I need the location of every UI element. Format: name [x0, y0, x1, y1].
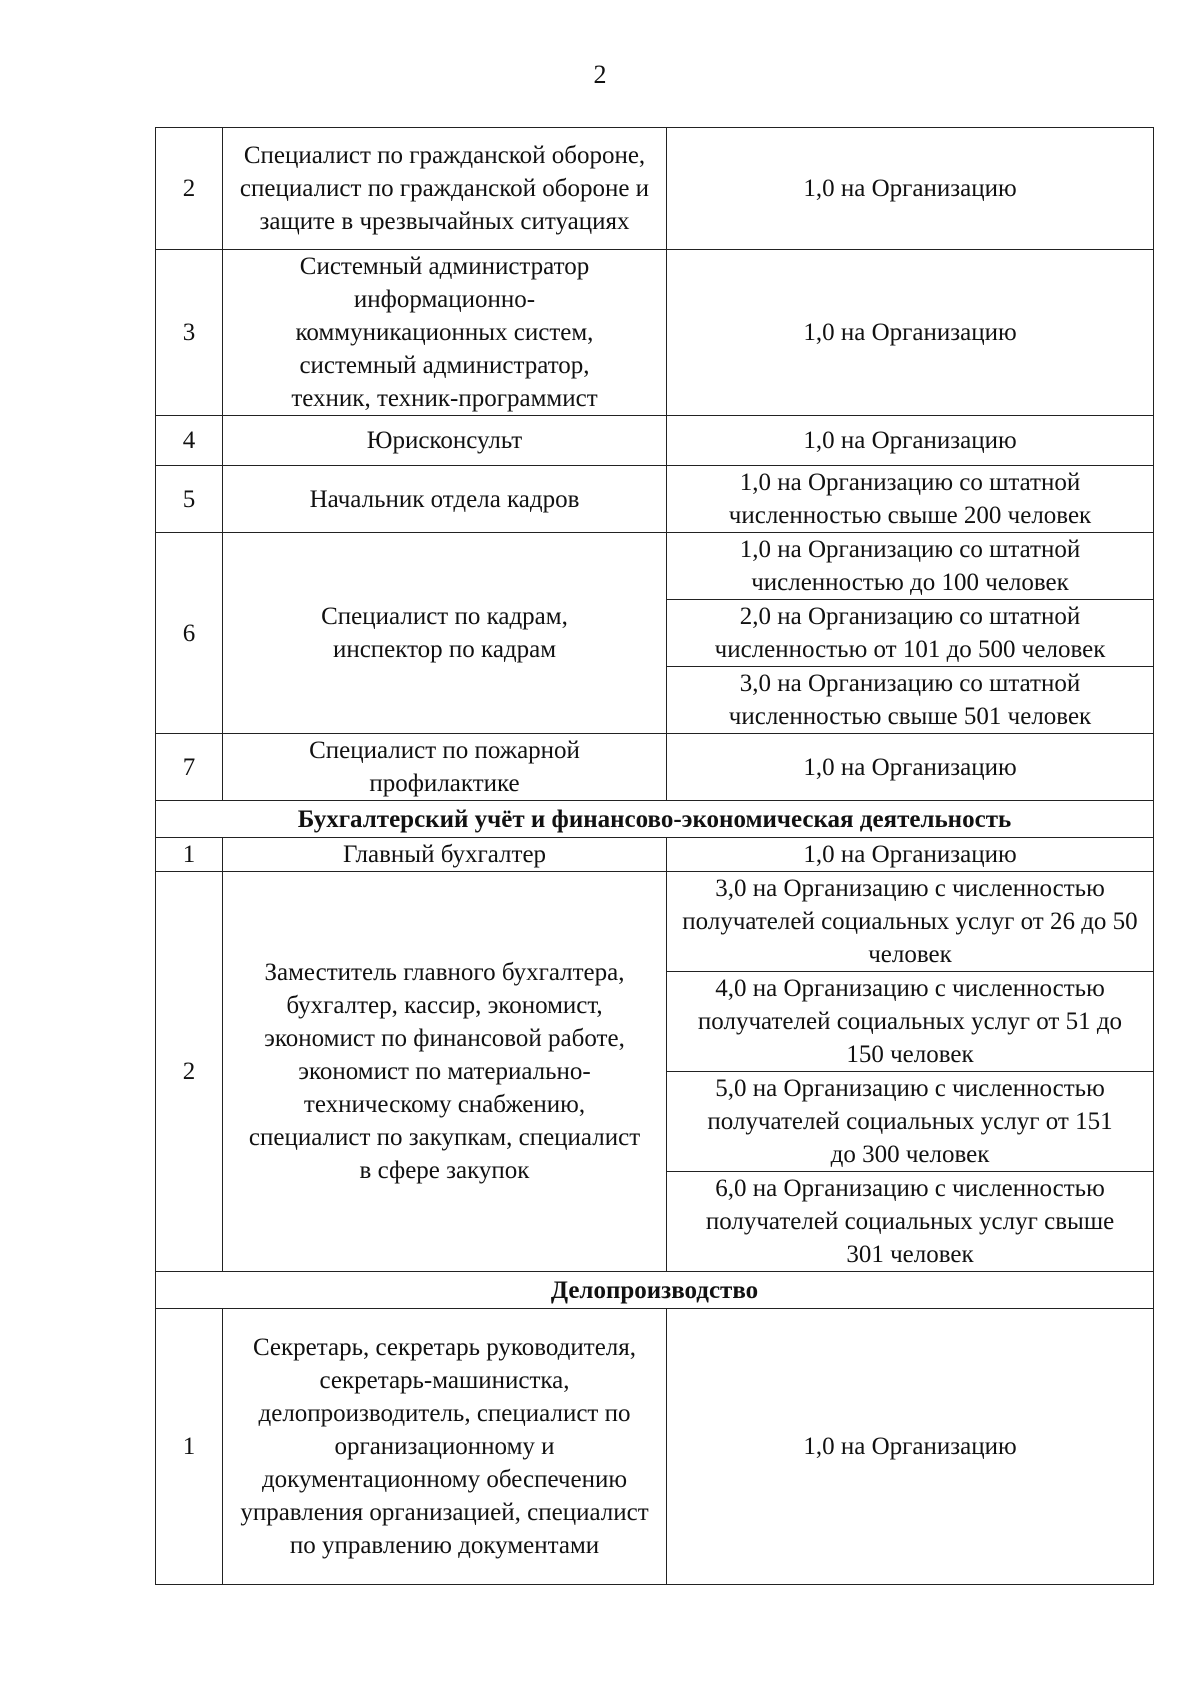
position-name: Начальник отдела кадров: [223, 466, 667, 533]
row-number: 7: [156, 734, 223, 801]
position-name: Заместитель главного бухгалтера, бухгалтер, кассир, экономист, экономист по финансовой работе, экономист по материально-техническому снабжению, специалист по закупкам, специалист в сфере закупок: [223, 872, 667, 1272]
staffing-norm: 1,0 на Организацию со штатной численностью свыше 200 человек: [667, 466, 1154, 533]
staffing-norm: 1,0 на Организацию: [667, 734, 1154, 801]
position-name: Специалист по кадрам, инспектор по кадрам: [223, 533, 667, 734]
staffing-norm: 4,0 на Организацию с численностью получателей социальных услуг от 51 до 150 человек: [667, 972, 1154, 1072]
page-number: 2: [593, 60, 607, 89]
table-row: [156, 533, 1154, 600]
staffing-norm: 1,0 на Организацию: [667, 1309, 1154, 1585]
staffing-norm: 3,0 на Организацию с численностью получателей социальных услуг от 26 до 50 человек: [667, 872, 1154, 972]
row-number: 4: [156, 416, 223, 466]
staffing-norm: 1,0 на Организацию: [667, 250, 1154, 416]
table-row: [156, 838, 1154, 872]
position-name: Системный администратор информационно-коммуникационных систем, системный администратор, техник, техник-программист: [223, 250, 667, 416]
staffing-norm: 1,0 на Организацию: [667, 128, 1154, 250]
staffing-norm: 1,0 на Организацию: [667, 416, 1154, 466]
row-number: 1: [156, 1309, 223, 1585]
row-number: 5: [156, 466, 223, 533]
table-row: [156, 250, 1154, 416]
staffing-norm: 3,0 на Организацию со штатной численностью свыше 501 человек: [667, 667, 1154, 734]
staffing-norm: 2,0 на Организацию со штатной численностью от 101 до 500 человек: [667, 600, 1154, 667]
table-row: [156, 128, 1154, 250]
table-row: [156, 1309, 1154, 1585]
row-number: 1: [156, 838, 223, 872]
table-row: [156, 416, 1154, 466]
table-row: [156, 734, 1154, 801]
row-number: 2: [156, 128, 223, 250]
table-row: [156, 466, 1154, 533]
position-name: Секретарь, секретарь руководителя, секретарь-машинистка, делопроизводитель, специалист по организационному и документационному обеспечению управления организацией, специалист по управлению документами: [223, 1309, 667, 1585]
position-name: Специалист по гражданской обороне, специалист по гражданской обороне и защите в чрезвычайных ситуациях: [223, 128, 667, 250]
section-title: Бухгалтерский учёт и финансово-экономическая деятельность: [156, 801, 1154, 838]
position-name: Главный бухгалтер: [223, 838, 667, 872]
section-header-row: [156, 1272, 1154, 1309]
table-row: [156, 872, 1154, 972]
position-name: Специалист по пожарной профилактике: [223, 734, 667, 801]
staffing-norms-table: [155, 127, 1154, 1585]
row-number: 3: [156, 250, 223, 416]
position-name: Юрисконсульт: [223, 416, 667, 466]
row-number: 2: [156, 872, 223, 1272]
staffing-norm: 5,0 на Организацию с численностью получателей социальных услуг от 151 до 300 человек: [667, 1072, 1154, 1172]
row-number: 6: [156, 533, 223, 734]
staffing-norm: 1,0 на Организацию со штатной численностью до 100 человек: [667, 533, 1154, 600]
staffing-norm: 6,0 на Организацию с численностью получателей социальных услуг свыше 301 человек: [667, 1172, 1154, 1272]
staffing-norm: 1,0 на Организацию: [667, 838, 1154, 872]
section-header-row: [156, 801, 1154, 838]
section-title: Делопроизводство: [156, 1272, 1154, 1309]
